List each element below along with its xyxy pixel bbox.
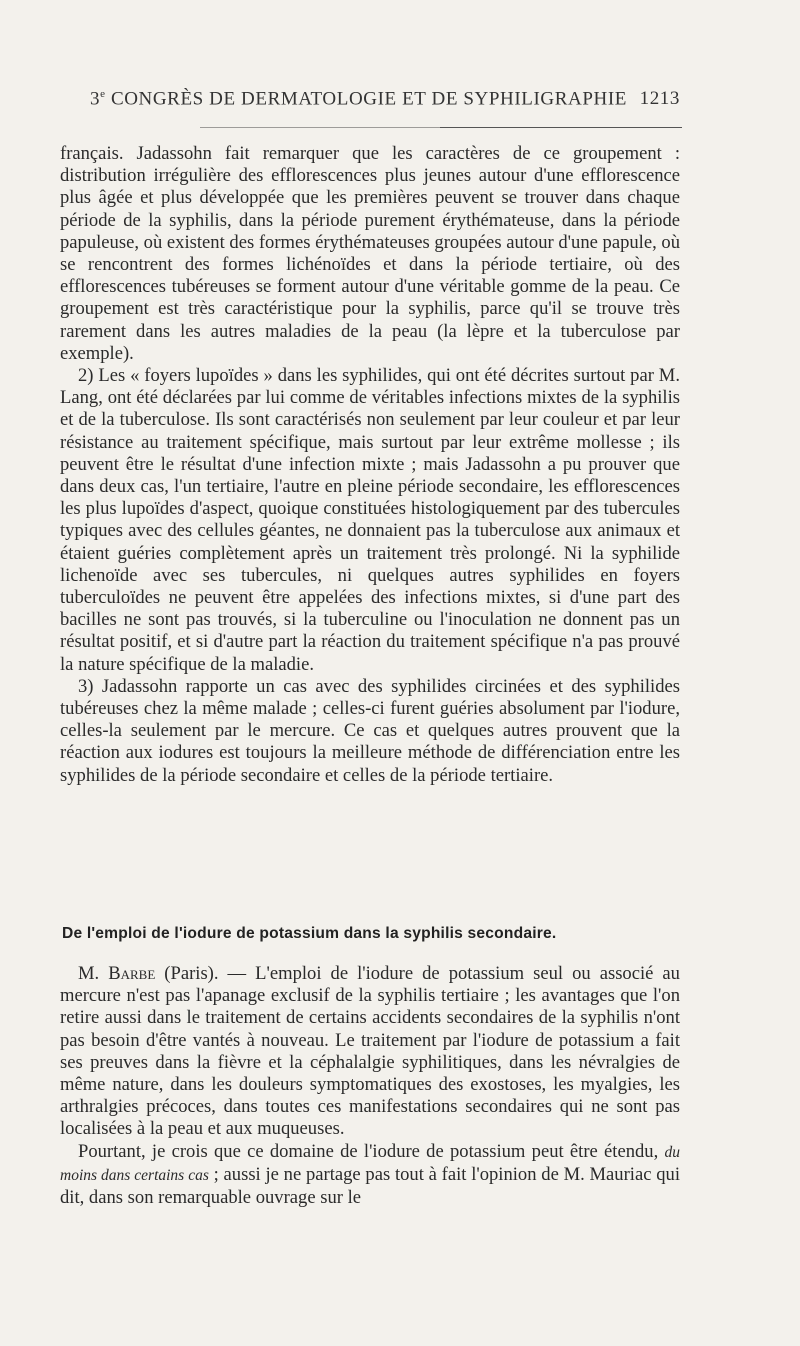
paragraph-text: Pourtant, je crois que ce domaine de l'iodure de potassium peut être étendu, [78, 1140, 665, 1162]
header-ordinal-sup: e [100, 88, 106, 100]
paragraph: 3) Jadassohn rapporte un cas avec des syphilides circinées et des syphilides tubéreuses chez la même malade ; celles-ci furent guéries absolument par l'iodure, celles-la seulement par le mercure. Ce cas et quelques autres prouvent que la réaction aux iodures est toujours la meilleure méthode de différenciation entre les syphilides de la période secondaire et celles de la période tertiaire. [60, 675, 680, 786]
paragraph: 2) Les « foyers lupoïdes » dans les syphilides, qui ont été décrites surtout par M. Lang, ont été déclarées par lui comme de véritables infections mixtes de la syphilis et de la tuberculose. Ils sont caractérisés non seulement par leur couleur et par leur résistance au traitement spécifique, mais surtout par leur extrême mollesse ; ils peuvent être le résultat d'une infection mixte ; mais Jadassohn a pu prouver que dans deux cas, l'un tertiaire, l'autre en pleine période secondaire, les efflorescences les plus lupoïdes d'aspect, quoique constituées histologiquement par des tubercules typiques avec des cellules géantes, ne donnaient pas la tuberculose aux animaux et étaient guéries complètement après un traitement très prolongé. Ni la syphilide lichenoïde avec ses tubercules, ni quelques autres syphilides en foyers tuberculoïdes ne peuvent être appelées des infections mixtes, si d'une part des bacilles ne sont pas trouvés, si la tuberculine ou l'inoculation ne donnent pas un résultat positif, et si d'autre part la réaction du traitement spécifique n'a pas prouvé la nature spécifique de la maladie. [60, 365, 680, 675]
body-text [60, 143, 680, 787]
page-number: 1213 [639, 88, 680, 110]
author-prefix: M. [78, 963, 109, 984]
paragraph-text: (Paris). — L'emploi de l'iodure de potassium seul ou associé au mercure n'est pas l'apanage exclusif de la syphilis tertiaire ; les avantages que l'on retire aussi dans le traitement de certains accidents secondaires de la syphilis n'ont pas besoin d'être vantés à nouveau. Le traitement par l'iodure de potassium a fait ses preuves dans la fièvre et la céphalalgie syphilitiques, dans les névralgies de même nature, dans les douleurs symptomatiques des exostoses, les myalgies, les arthralgies précoces, dans toutes ces manifestations secondaires qui ne sont pas localisées à la peau et aux muqueuses. [60, 963, 680, 1140]
section-body [60, 963, 680, 1209]
paragraph [60, 963, 680, 1141]
header-title [90, 88, 627, 110]
running-header [90, 88, 680, 118]
author-name: Barbe [108, 963, 156, 984]
header-title-text: CONGRÈS DE DERMATOLOGIE ET DE SYPHILIGRAPHIE [105, 88, 627, 110]
header-ordinal: 3 [90, 88, 101, 110]
paragraph: français. Jadassohn fait remarquer que les caractères de ce groupement : distribution irrégulière des efflorescences plus jeunes autour d'une efflorescence plus âgée et plus développée que les premières peuvent se trouver dans chaque période de la syphilis, dans la période purement érythémateuse, dans la période papuleuse, où existent des formes érythémateuses groupées autour d'une papule, où se rencontrent des formes lichénoïdes et dans la période tertiaire, où des efflorescences tubéreuses se forment autour d'une véritable gomme de la peau. Ce groupement est très caractéristique pour la syphilis, parce qu'il se trouve très rarement dans les autres maladies de la peau (la lèpre et la tuberculose par exemple). [60, 143, 680, 364]
paragraph [60, 1141, 680, 1210]
header-rule [440, 127, 682, 128]
section-heading: De l'emploi de l'iodure de potassium dans la syphilis secondaire. [62, 925, 557, 942]
paragraph-text: ; aussi je ne partage pas tout à fait l'opinion de M. Mauriac qui dit, dans son remarquable ouvrage sur le [60, 1163, 680, 1209]
italic-phrase: du moins dans certains cas [60, 1143, 680, 1184]
